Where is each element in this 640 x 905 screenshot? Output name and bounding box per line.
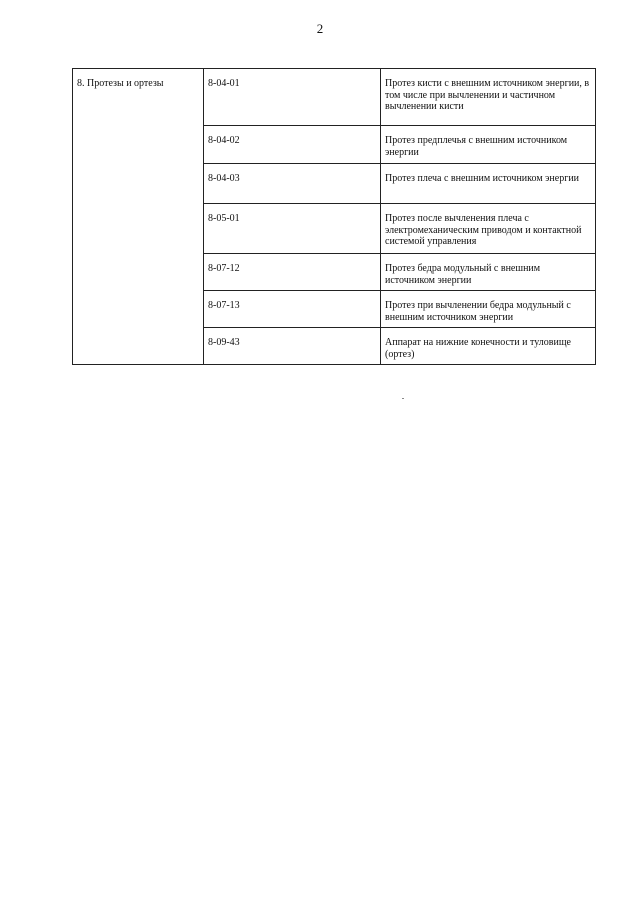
- name-cell: Протез предплечья с внешним источником энергии: [381, 126, 596, 164]
- scan-speck: [402, 398, 404, 399]
- name-cell: Протез после вычленения плеча с электромеханическим приводом и контактной системой управления: [381, 204, 596, 254]
- name-cell: Аппарат на нижние конечности и туловище (ортез): [381, 328, 596, 365]
- category-cell: 8. Протезы и ортезы: [73, 69, 204, 365]
- name-cell: Протез бедра модульный с внешним источником энергии: [381, 254, 596, 291]
- code-cell: 8-04-01: [204, 69, 381, 126]
- name-cell: Протез кисти с внешним источником энергии, в том числе при вычленении и частичном вычленении кисти: [381, 69, 596, 126]
- code-cell: 8-09-43: [204, 328, 381, 365]
- code-cell: 8-07-12: [204, 254, 381, 291]
- page-number: 2: [316, 21, 324, 36]
- name-cell: Протез плеча с внешним источником энергии: [381, 164, 596, 204]
- prosthetics-table: [72, 68, 596, 365]
- code-cell: 8-04-03: [204, 164, 381, 204]
- table-row: [73, 69, 596, 126]
- name-cell: Протез при вычленении бедра модульный с внешним источником энергии: [381, 291, 596, 328]
- code-cell: 8-07-13: [204, 291, 381, 328]
- code-cell: 8-04-02: [204, 126, 381, 164]
- code-cell: 8-05-01: [204, 204, 381, 254]
